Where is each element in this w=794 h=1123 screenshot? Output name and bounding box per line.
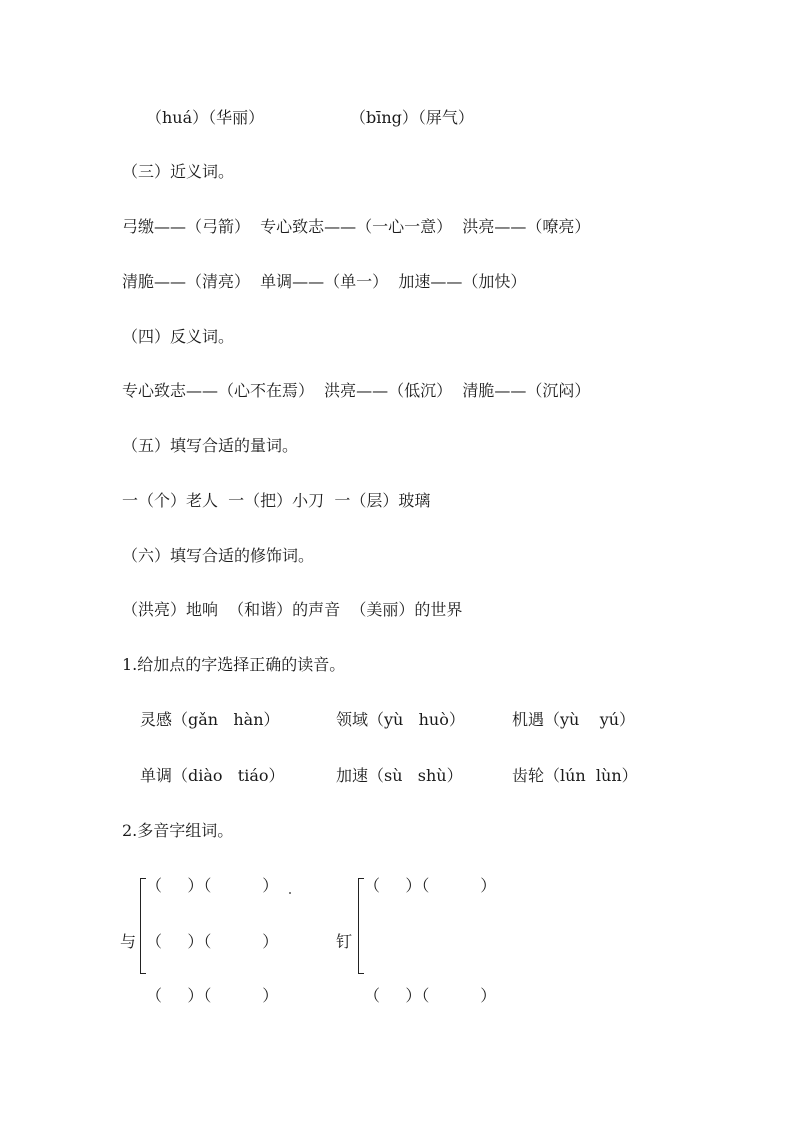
question-2-title: 2.多音字组词。 bbox=[122, 821, 234, 840]
heading-measure-words: （五）填写合适的量词。 bbox=[122, 436, 299, 455]
measure-words-row: 一（个）老人 一（把）小刀 一（层）玻璃 bbox=[122, 491, 431, 510]
polyphone-char-yu: 与 bbox=[120, 932, 137, 951]
polyphone-char-ding: 钉 bbox=[336, 932, 353, 951]
pinyin-item: 单调（diào tiáo） bbox=[140, 766, 285, 785]
heading-modifiers: （六）填写合适的修饰词。 bbox=[122, 546, 315, 565]
question-1-title: 1.给加点的字选择正确的读音。 bbox=[122, 655, 346, 674]
pinyin-item: 齿轮（lún lùn） bbox=[512, 766, 638, 785]
blank-pair: （ ）（ ） bbox=[146, 876, 279, 895]
blank-pair: （ ）（ ） bbox=[364, 986, 497, 1005]
pinyin-item: 领域（yù huò） bbox=[336, 710, 465, 729]
pinyin-item: 灵感（gǎn hàn） bbox=[140, 710, 280, 729]
blank-pair: （ ）（ ） bbox=[146, 932, 279, 951]
synonyms-row-1: 弓缴——（弓箭） 专心致志——（一心一意） 洪亮——（嘹亮） bbox=[122, 217, 591, 236]
pinyin-item: 机遇（yù yú） bbox=[512, 710, 636, 729]
pinyin-item: 加速（sù shù） bbox=[336, 766, 463, 785]
pinyin-line-bing: （bīng）（屏气） bbox=[350, 108, 474, 127]
blank-pair: （ ）（ ） bbox=[364, 876, 497, 895]
heading-antonyms: （四）反义词。 bbox=[122, 327, 235, 346]
antonyms-row-1: 专心致志——（心不在焉） 洪亮——（低沉） 清脆——（沉闷） bbox=[122, 381, 591, 400]
dot-mark bbox=[289, 892, 291, 894]
heading-synonyms: （三）近义词。 bbox=[122, 162, 235, 181]
modifiers-row: （洪亮）地响 （和谐）的声音 （美丽）的世界 bbox=[122, 600, 463, 619]
pinyin-line-hua: （huá）（华丽） bbox=[146, 108, 265, 127]
blank-pair: （ ）（ ） bbox=[146, 986, 279, 1005]
synonyms-row-2: 清脆——（清亮） 单调——（单一） 加速——（加快） bbox=[122, 272, 527, 291]
